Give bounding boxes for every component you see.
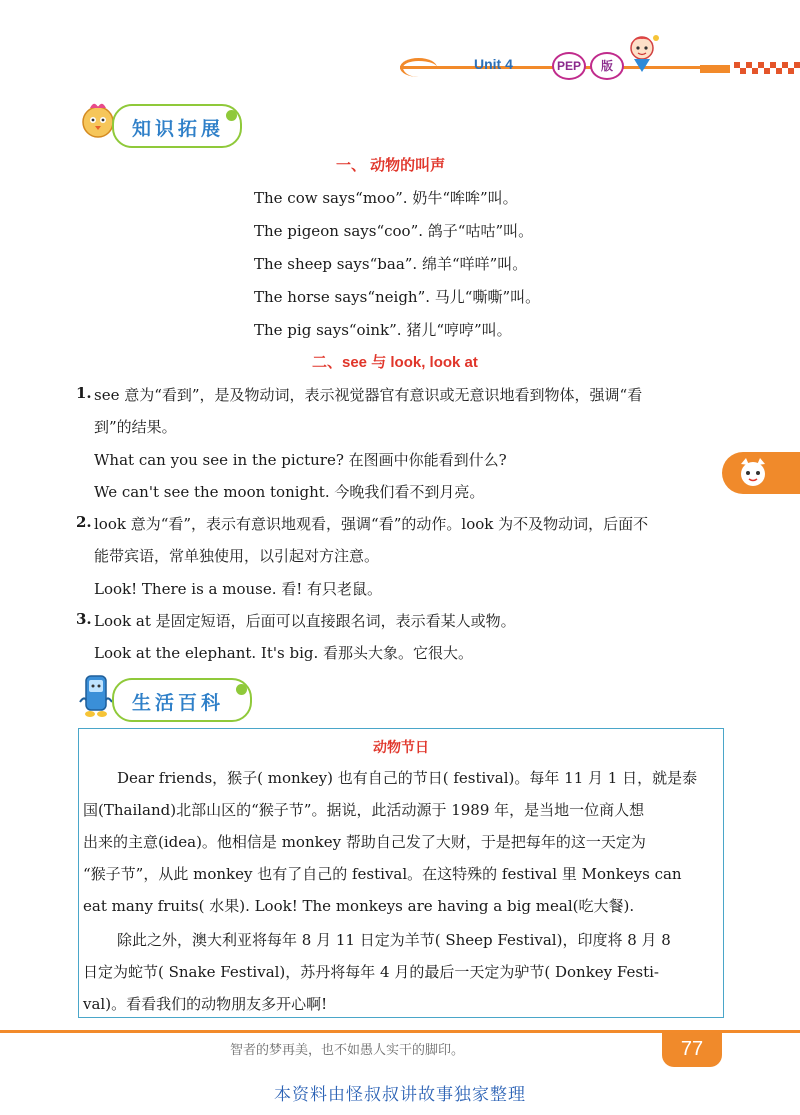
item-text: Look at 是固定短语，后面可以直接跟名词，表示看某人或物。 <box>94 612 516 630</box>
item-text: look 意为“看”，表示有意识地观看，强调“看”的动作。look 为不及物动词，后面不 <box>94 515 649 533</box>
fox-mascot-icon <box>736 456 770 490</box>
sound-line: The horse says“neigh”. 马儿“嘶嘶”叫。 <box>254 288 541 306</box>
section-heading-life <box>112 678 252 722</box>
page-number: 77 <box>662 1033 722 1067</box>
unit-label: Unit 4 <box>474 56 513 72</box>
box-line: val)。看看我们的动物朋友多开心啊! <box>83 995 328 1013</box>
sound-line: The pig says“oink”. 猪儿“哼哼”叫。 <box>254 321 512 339</box>
section-heading-knowledge <box>112 104 242 148</box>
pep-badge: PEP <box>552 52 586 80</box>
example-line: What can you see in the picture? 在图画中你能看到什么? <box>94 451 507 469</box>
box-line: 除此之外，澳大利亚将每年 8 月 11 日定为羊节( Sheep Festival)，印度将 8 月 8 <box>117 931 671 949</box>
box-line: 日定为蛇节( Snake Festival)，苏丹将每年 4 月的最后一天定为驴节( Donkey Festi- <box>83 963 659 981</box>
box-line: 出来的主意(idea)。他相信是 monkey 帮助自己发了大财，于是把每年的这一天定为 <box>83 833 646 851</box>
sound-line: The sheep says“baa”. 绵羊“咩咩”叫。 <box>254 255 528 273</box>
girl-mascot-icon <box>618 28 666 76</box>
box-title: 动物节日 <box>373 739 429 755</box>
sound-line: The pigeon says“coo”. 鸽子“咕咕”叫。 <box>254 222 534 240</box>
heading-dot <box>226 110 237 121</box>
part1-title: 一、 动物的叫声 <box>336 157 446 174</box>
item-number: 3. <box>76 610 92 628</box>
section-title: 生活百科 <box>132 693 225 714</box>
box-line: Dear friends，猴子( monkey) 也有自己的节日( festival)。每年 11 月 1 日，就是泰 <box>117 769 698 787</box>
info-box <box>78 728 724 1018</box>
box-line: “猴子节”，从此 monkey 也有了自己的 festival。在这特殊的 festival 里 Monkeys can <box>83 865 682 883</box>
side-tab <box>722 452 800 494</box>
item-text: 到”的结果。 <box>94 418 177 436</box>
example-line: Look! There is a mouse. 看! 有只老鼠。 <box>94 580 383 598</box>
item-text: 能带宾语，常单独使用，以引起对方注意。 <box>94 547 380 565</box>
checker-pattern <box>700 62 800 76</box>
section-title: 知识拓展 <box>132 119 225 140</box>
credit-text: 本资料由怪叔叔讲故事独家整理 <box>274 1085 526 1104</box>
example-line: Look at the elephant. It's big. 看那头大象。它很大。 <box>94 644 474 662</box>
footer-motto: 智者的梦再美，也不如愚人实干的脚印。 <box>230 1042 465 1057</box>
part2-title: 二、see 与 look, look at <box>312 354 478 371</box>
item-number: 1. <box>76 384 92 402</box>
sound-line: The cow says“moo”. 奶牛“哞哞”叫。 <box>254 189 518 207</box>
edition-badge: 版 <box>590 52 624 80</box>
heading-dot <box>236 684 247 695</box>
item-number: 2. <box>76 513 92 531</box>
box-line: 国(Thailand)北部山区的“猴子节”。据说，此活动源于 1989 年，是当地一位商人想 <box>83 801 645 819</box>
item-text: see 意为“看到”，是及物动词，表示视觉器官有意识或无意识地看到物体，强调“看 <box>94 386 643 404</box>
box-line: eat many fruits( 水果). Look! The monkeys are having a big meal(吃大餐). <box>83 897 635 915</box>
example-line: We can't see the moon tonight. 今晚我们看不到月亮。 <box>94 483 485 501</box>
